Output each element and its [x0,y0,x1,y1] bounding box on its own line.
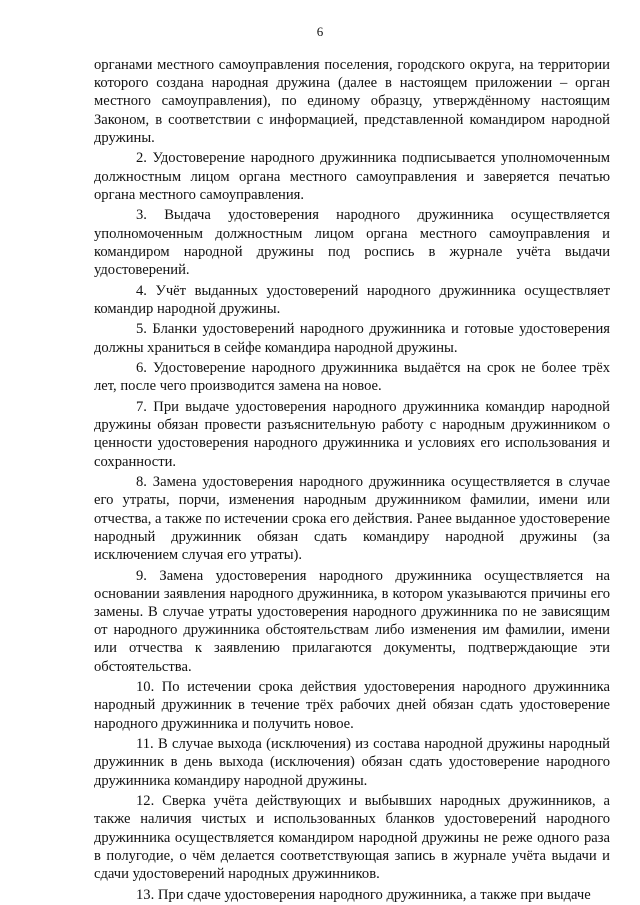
paragraph-7: 7. При выдаче удостоверения народного дружинника командир народной дружины обязан провести разъяснительную работу с народным дружинником о ценности удостоверения народного дружинника и условиях его использования и сохранности. [94,399,610,470]
paragraph-9: 9. Замена удостоверения народного дружинника осуществляется на основании заявления народного дружинника, в котором указываются причины его замены. В случае утраты удостоверения народного дружинника по не зависящим от народного дружинника обстоятельствам либо изменения им фамилии, имени или отчества к заявлению прилагаются документы, подтверждающие эти обстоятельства. [94,567,610,675]
paragraph-4: 4. Учёт выданных удостоверений народного дружинника осуществляет командир народной дружины. [94,282,610,317]
paragraph-6: 6. Удостоверение народного дружинника выдаётся на срок не более трёх лет, после чего производится замена на новое. [94,360,610,395]
paragraph-3: 3. Выдача удостоверения народного дружинника осуществляется уполномоченным должностным лицом органа местного самоуправления и командиром народной дружины под роспись в журнале учёта выдачи удостоверений. [94,207,610,279]
paragraph-12: 12. Сверка учёта действующих и выбывших народных дружинников, а также наличия чистых и использованных бланков удостоверений народного дружинника осуществляется командиром народной дружины не реже одного раза в полугодие, о чём делается соответствующая запись в журнале учёта выдачи и сдачи удостоверений народных дружинников. [94,793,610,883]
document-body [94,56,610,904]
paragraph-10: 10. По истечении срока действия удостоверения народного дружинника народный дружинник в течение трёх рабочих дней обязан сдать удостоверение народного дружинника и получить новое. [94,679,610,732]
paragraph-13: 13. При сдаче удостоверения народного дружинника, а также при выдаче [136,886,591,903]
page-number: 6 [316,24,324,39]
paragraph-8: 8. Замена удостоверения народного дружинника осуществляется в случае его утраты, порчи, изменения народным дружинником фамилии, имени или отчества, а также по истечении срока его действия. Ранее выданное удостоверение народный дружинник обязан сдать командиру народной дружины (за исключением случая его утраты). [94,474,610,564]
paragraph-2: 2. Удостоверение народного дружинника подписывается уполномоченным должностным лицом органа местного самоуправления и заверяется печатью органа местного самоуправления. [94,150,610,203]
paragraph-11: 11. В случае выхода (исключения) из состава народной дружины народный дружинник в день выхода (исключения) обязан сдать удостоверение народного дружинника командиру народной дружины. [94,736,610,789]
paragraph-5: 5. Бланки удостоверений народного дружинника и готовые удостоверения должны храниться в сейфе командира народной дружины. [94,321,610,356]
paragraph-continuation: органами местного самоуправления поселения, городского округа, на территории которого создана народная дружина (далее в настоящем приложении – орган местного самоуправления), по единому образцу, утверждённому настоящим Законом, в соответствии с информацией, представленной командиром народной дружины. [94,57,610,146]
